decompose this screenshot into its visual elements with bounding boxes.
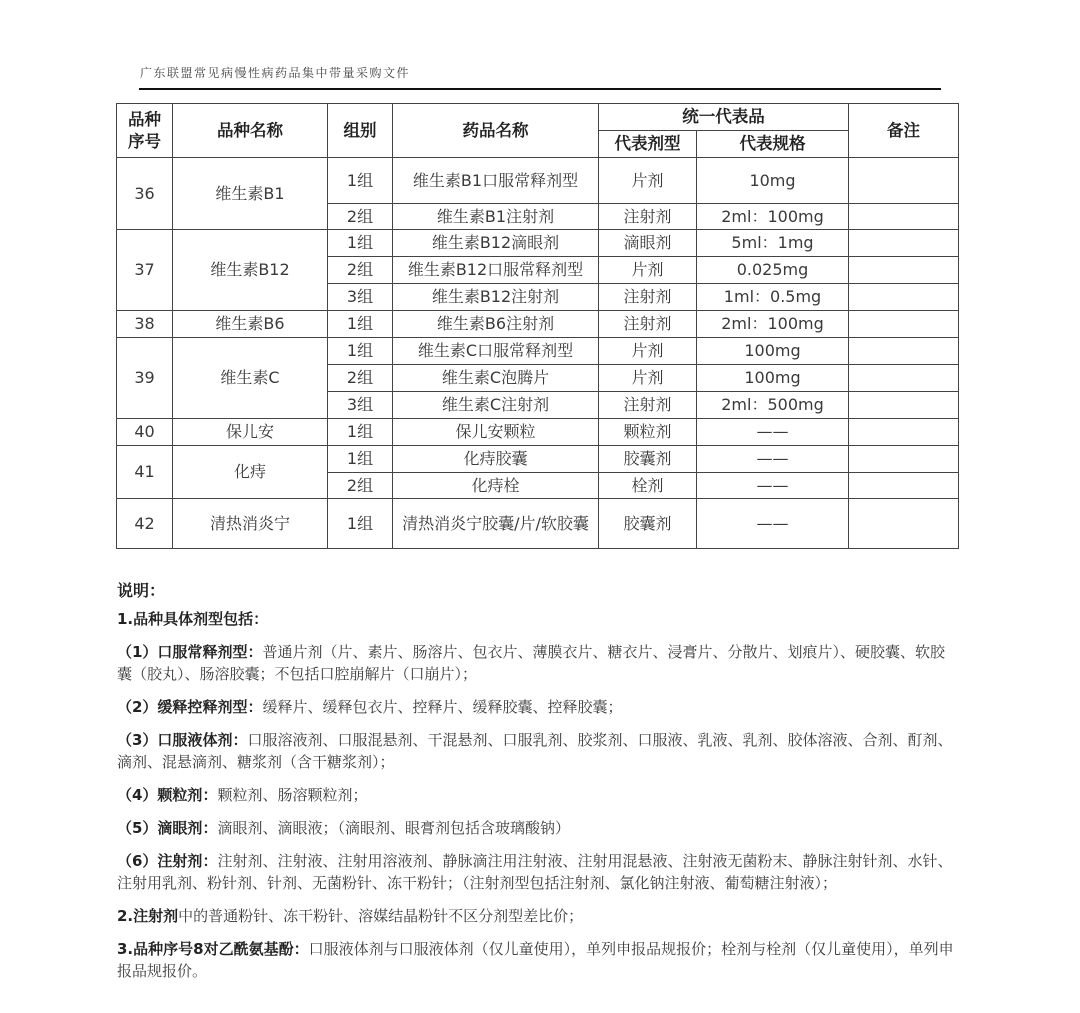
header-remarks: 备注 — [849, 104, 959, 158]
note-item-label: （2）缓释控释剂型： — [117, 698, 263, 716]
note-item-text: 颗粒剂、肠溶颗粒剂； — [217, 786, 368, 804]
notes-items — [117, 641, 957, 894]
note-item-text: 普通片剂（片、素片、肠溶片、包衣片、薄膜衣片、糖衣片、浸膏片、分散片、划痕片）、硬胶囊、软胶囊（胶丸）、肠溶胶囊；不包括口腔崩解片（口崩片）； — [117, 643, 945, 683]
cell-seq: 39 — [117, 338, 173, 419]
cell-rep-spec: —— — [697, 499, 849, 549]
cell-drug-name: 清热消炎宁胶囊/片/软胶囊 — [393, 499, 599, 549]
note-item — [117, 641, 957, 685]
cell-remark — [849, 284, 959, 311]
cell-group: 2组 — [328, 204, 393, 230]
cell-drug-name: 维生素C口服常释剂型 — [393, 338, 599, 365]
cell-drug-name: 维生素C泡腾片 — [393, 365, 599, 392]
note-2: 2.注射剂中的普通粉针、冻干粉针、溶媒结晶粉针不区分剂型差比价； — [117, 907, 584, 925]
cell-rep-form: 注射剂 — [599, 392, 697, 419]
cell-variety-name: 维生素B1 — [173, 158, 328, 230]
note-item-text: 注射剂、注射液、注射用溶液剂、静脉滴注用注射液、注射用混悬液、注射液无菌粉末、静脉注射针剂、水针、注射用乳剂、粉针剂、针剂、无菌粉针、冻干粉针；（注射剂型包括注射剂、氯化钠注射液、葡萄糖注射液）； — [117, 852, 953, 892]
header-drug-name: 药品名称 — [393, 104, 599, 158]
notes-section1-title: 1.品种具体剂型包括： — [117, 610, 269, 628]
table-row — [117, 499, 959, 549]
cell-remark — [849, 365, 959, 392]
note-item-label: （4）颗粒剂： — [117, 786, 218, 804]
table-row — [117, 446, 959, 473]
cell-rep-spec: —— — [697, 419, 849, 446]
cell-remark — [849, 392, 959, 419]
cell-seq: 40 — [117, 419, 173, 446]
table-row — [117, 230, 959, 257]
cell-remark — [849, 230, 959, 257]
cell-rep-spec: 2ml：100mg — [697, 204, 849, 230]
notes-section — [117, 578, 957, 993]
table-row — [117, 419, 959, 446]
notes-title: 说明： — [117, 581, 166, 600]
cell-rep-spec: 100mg — [697, 365, 849, 392]
header-variety-name: 品种名称 — [173, 104, 328, 158]
cell-rep-form: 注射剂 — [599, 204, 697, 230]
note-item — [117, 850, 957, 894]
cell-group: 3组 — [328, 284, 393, 311]
drug-table — [116, 103, 959, 549]
cell-group: 1组 — [328, 499, 393, 549]
table-body — [117, 158, 959, 549]
cell-group: 2组 — [328, 473, 393, 499]
cell-rep-spec: —— — [697, 473, 849, 499]
cell-remark — [849, 204, 959, 230]
note-item — [117, 696, 957, 718]
cell-drug-name: 化痔栓 — [393, 473, 599, 499]
cell-remark — [849, 499, 959, 549]
cell-drug-name: 维生素B12口服常释剂型 — [393, 257, 599, 284]
cell-drug-name: 保儿安颗粒 — [393, 419, 599, 446]
cell-rep-form: 片剂 — [599, 257, 697, 284]
table-row — [117, 311, 959, 338]
cell-group: 1组 — [328, 230, 393, 257]
cell-rep-spec: 0.025mg — [697, 257, 849, 284]
cell-drug-name: 维生素C注射剂 — [393, 392, 599, 419]
cell-rep-form: 胶囊剂 — [599, 499, 697, 549]
cell-drug-name: 化痔胶囊 — [393, 446, 599, 473]
cell-rep-spec: 5ml：1mg — [697, 230, 849, 257]
cell-group: 1组 — [328, 446, 393, 473]
cell-rep-spec: 100mg — [697, 338, 849, 365]
cell-group: 2组 — [328, 365, 393, 392]
note-item — [117, 729, 957, 773]
note-3: 3.品种序号8对乙酰氨基酚：口服液体剂与口服液体剂（仅儿童使用），单列申报品规报价；栓剂与栓剂（仅儿童使用），单列申报品规报价。 — [117, 940, 954, 980]
cell-remark — [849, 419, 959, 446]
cell-drug-name: 维生素B12注射剂 — [393, 284, 599, 311]
cell-rep-spec: 2ml：500mg — [697, 392, 849, 419]
cell-variety-name: 维生素C — [173, 338, 328, 419]
cell-rep-spec: 10mg — [697, 158, 849, 204]
note-item-label: （5）滴眼剂： — [117, 819, 218, 837]
cell-rep-form: 颗粒剂 — [599, 419, 697, 446]
note-item-label: （6）注射剂： — [117, 852, 218, 870]
table-row — [117, 158, 959, 204]
cell-drug-name: 维生素B12滴眼剂 — [393, 230, 599, 257]
cell-rep-spec: 1ml：0.5mg — [697, 284, 849, 311]
note-item-text: 滴眼剂、滴眼液；（滴眼剂、眼膏剂包括含玻璃酸钠） — [217, 819, 570, 837]
cell-rep-form: 注射剂 — [599, 311, 697, 338]
cell-rep-form: 片剂 — [599, 338, 697, 365]
cell-variety-name: 维生素B12 — [173, 230, 328, 311]
cell-rep-form: 注射剂 — [599, 284, 697, 311]
cell-variety-name: 清热消炎宁 — [173, 499, 328, 549]
cell-group: 2组 — [328, 257, 393, 284]
cell-drug-name: 维生素B1口服常释剂型 — [393, 158, 599, 204]
cell-variety-name: 维生素B6 — [173, 311, 328, 338]
cell-seq: 36 — [117, 158, 173, 230]
cell-group: 1组 — [328, 419, 393, 446]
cell-remark — [849, 311, 959, 338]
table-row — [117, 338, 959, 365]
cell-rep-spec: —— — [697, 446, 849, 473]
note-item-text: 缓释片、缓释包衣片、控释片、缓释胶囊、控释胶囊； — [262, 698, 623, 716]
note-item-label: （3）口服液体剂： — [117, 731, 248, 749]
header-unified-rep: 统一代表品 — [599, 104, 849, 131]
cell-rep-spec: 2ml：100mg — [697, 311, 849, 338]
cell-rep-form: 胶囊剂 — [599, 446, 697, 473]
cell-remark — [849, 446, 959, 473]
note-item-label: （1）口服常释剂型： — [117, 643, 263, 661]
cell-variety-name: 化痔 — [173, 446, 328, 499]
cell-remark — [849, 158, 959, 204]
note-item — [117, 784, 957, 806]
cell-seq: 42 — [117, 499, 173, 549]
note-item-text: 口服溶液剂、口服混悬剂、干混悬剂、口服乳剂、胶浆剂、口服液、乳液、乳剂、胶体溶液、合剂、酊剂、滴剂、混悬滴剂、糖浆剂（含干糖浆剂）； — [117, 731, 953, 771]
cell-group: 3组 — [328, 392, 393, 419]
header-rep-spec: 代表规格 — [697, 131, 849, 158]
cell-rep-form: 滴眼剂 — [599, 230, 697, 257]
cell-drug-name: 维生素B6注射剂 — [393, 311, 599, 338]
running-header: 广东联盟常见病慢性病药品集中带量采购文件 — [140, 66, 411, 80]
cell-remark — [849, 473, 959, 499]
header-rep-form: 代表剂型 — [599, 131, 697, 158]
cell-rep-form: 片剂 — [599, 365, 697, 392]
header-seq: 品种序号 — [117, 104, 173, 158]
cell-seq: 37 — [117, 230, 173, 311]
cell-remark — [849, 257, 959, 284]
cell-variety-name: 保儿安 — [173, 419, 328, 446]
header-group: 组别 — [328, 104, 393, 158]
cell-seq: 41 — [117, 446, 173, 499]
cell-drug-name: 维生素B1注射剂 — [393, 204, 599, 230]
cell-group: 1组 — [328, 338, 393, 365]
header-rule — [139, 88, 941, 90]
cell-rep-form: 栓剂 — [599, 473, 697, 499]
cell-seq: 38 — [117, 311, 173, 338]
note-item — [117, 817, 957, 839]
cell-group: 1组 — [328, 158, 393, 204]
cell-group: 1组 — [328, 311, 393, 338]
cell-remark — [849, 338, 959, 365]
cell-rep-form: 片剂 — [599, 158, 697, 204]
